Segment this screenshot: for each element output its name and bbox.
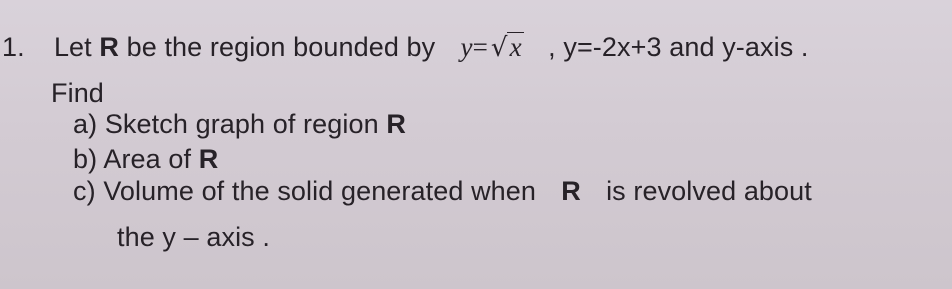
region-symbol: R [99,32,119,62]
part-b-region-symbol: R [198,144,219,174]
square-root [488,32,524,61]
part-c-marker: c) [73,176,96,206]
equation-sqrt [460,32,530,62]
part-b-text: Area of [103,144,192,174]
y-axis-boundary: y-axis . [722,32,809,62]
equation-line: , y=-2x+3 [548,32,662,62]
find-label: Find [51,78,104,108]
part-c-region-symbol: R [561,176,581,206]
part-a [73,111,406,138]
radical-sign-icon: √ [490,33,508,63]
part-c-text-after: is revolved about [606,176,812,206]
part-b-marker: b) [73,144,98,174]
part-a-text: Sketch graph of region [104,109,379,139]
part-a-marker: a) [73,109,98,139]
radicand: x [507,32,524,61]
part-b [73,146,218,173]
equation-lhs: y [460,32,473,62]
and-word: and [669,32,715,62]
part-a-region-symbol: R [386,109,406,139]
region-description: be the region bounded by [126,32,436,62]
equals-sign: = [472,32,488,62]
let-word: Let [53,32,92,62]
part-c [73,178,812,205]
part-c-continuation: the y – axis . [117,222,270,252]
question-statement [2,32,809,61]
part-c-text: Volume of the solid generated when [103,176,537,206]
question-number: 1. [2,32,25,62]
